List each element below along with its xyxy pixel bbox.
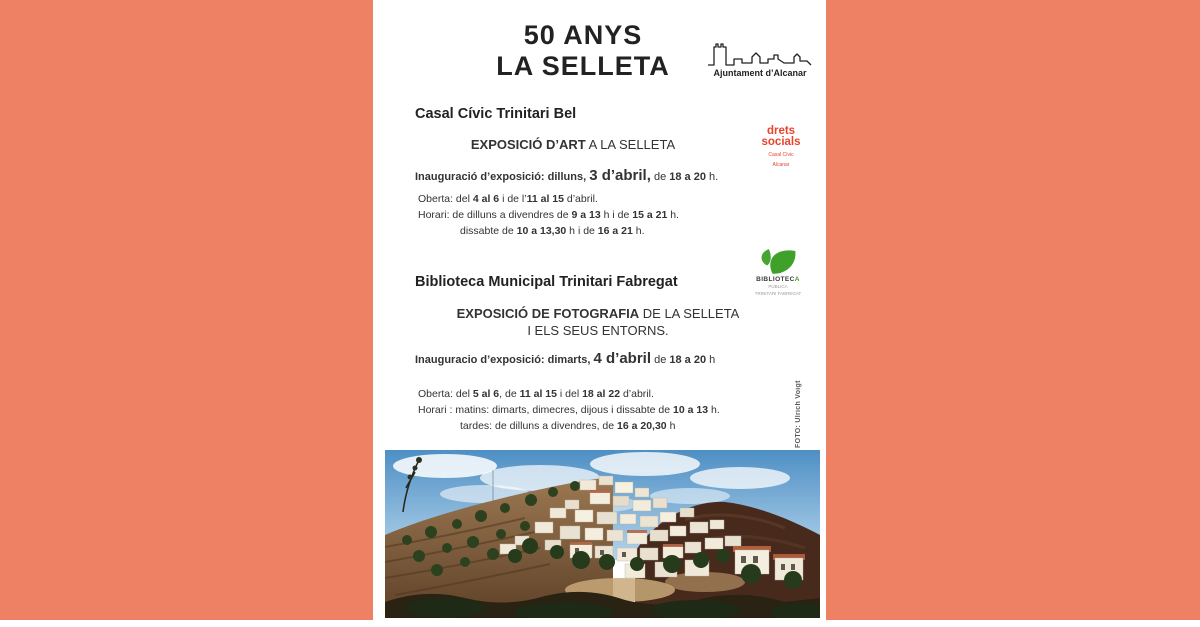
section1-saturday-row: dissabte de 10 a 13,30 h i de 16 a 21 h. <box>460 225 645 237</box>
drets-socials-logo <box>749 126 813 168</box>
biblioteca-sub1: PÚBLICA <box>768 284 788 289</box>
section2-heading: Biblioteca Municipal Trinitari Fabregat <box>415 274 678 290</box>
section2-afternoons-row: tardes: de dilluns a divendres, de 16 a 20,30 h <box>460 420 676 432</box>
section2-open-row: Oberta: del 5 al 6, de 11 al 15 i del 18 al 22 d’abril. <box>418 388 654 400</box>
town-skyline-icon <box>704 38 816 68</box>
poster-title <box>433 20 733 82</box>
section2-expo-line1: EXPOSICIÓ DE FOTOGRAFIA DE LA SELLETA <box>456 306 740 321</box>
drets-logo-line1: drets <box>766 125 796 137</box>
title-line-1: 50 ANYS <box>523 20 643 50</box>
section1-inauguration-line: Inauguració d’exposició: dilluns, 3 d’abril, de 18 a 20 h. <box>415 167 719 184</box>
section1-heading: Casal Cívic Trinitari Bel <box>415 106 577 122</box>
drets-logo-line2: socials <box>761 136 801 148</box>
section1-schedule <box>418 191 679 239</box>
drets-logo-sub1: Casal Cívic <box>768 152 794 158</box>
title-line-2: LA SELLETA <box>496 51 670 81</box>
biblioteca-label <box>745 276 811 283</box>
leaf-icon <box>758 246 798 276</box>
biblioteca-label-accent: A <box>794 276 800 283</box>
section1-expo-line: EXPOSICIÓ D’ART A LA SELLETA <box>470 137 676 152</box>
biblioteca-sub2: TRINITARI FABREGAT <box>754 290 802 296</box>
section1-open-row: Oberta: del 4 al 6 i de l’11 al 15 d’abril. <box>418 193 598 205</box>
village-photo <box>385 450 820 618</box>
poster <box>373 0 826 627</box>
village-photo-illustration <box>385 450 820 618</box>
section2-schedule <box>418 386 720 434</box>
section2-inauguration-line: Inauguracio d’exposició: dimarts, 4 d’abril de 18 a 20 h <box>415 350 716 367</box>
section2-mornings-row: Horari : matins: dimarts, dimecres, dijous i dissabte de 10 a 13 h. <box>418 404 720 416</box>
biblioteca-logo <box>745 246 811 296</box>
section2-expo-lines <box>418 305 778 339</box>
bottom-white-strip <box>0 620 1200 627</box>
drets-logo-sub2: Alcanar <box>772 162 790 168</box>
section2-expo-line2: I ELS SEUS ENTORNS. <box>527 323 669 338</box>
section1-hours-row: Horari: de dilluns a divendres de 9 a 13 h i de 15 a 21 h. <box>418 209 679 221</box>
ajuntament-label: Ajuntament d’Alcanar <box>713 68 807 78</box>
photo-credit: FOTO: Ulrich Voigt <box>795 380 802 448</box>
ajuntament-logo <box>699 38 821 78</box>
biblioteca-label-main: BIBLIOTEC <box>756 276 795 283</box>
